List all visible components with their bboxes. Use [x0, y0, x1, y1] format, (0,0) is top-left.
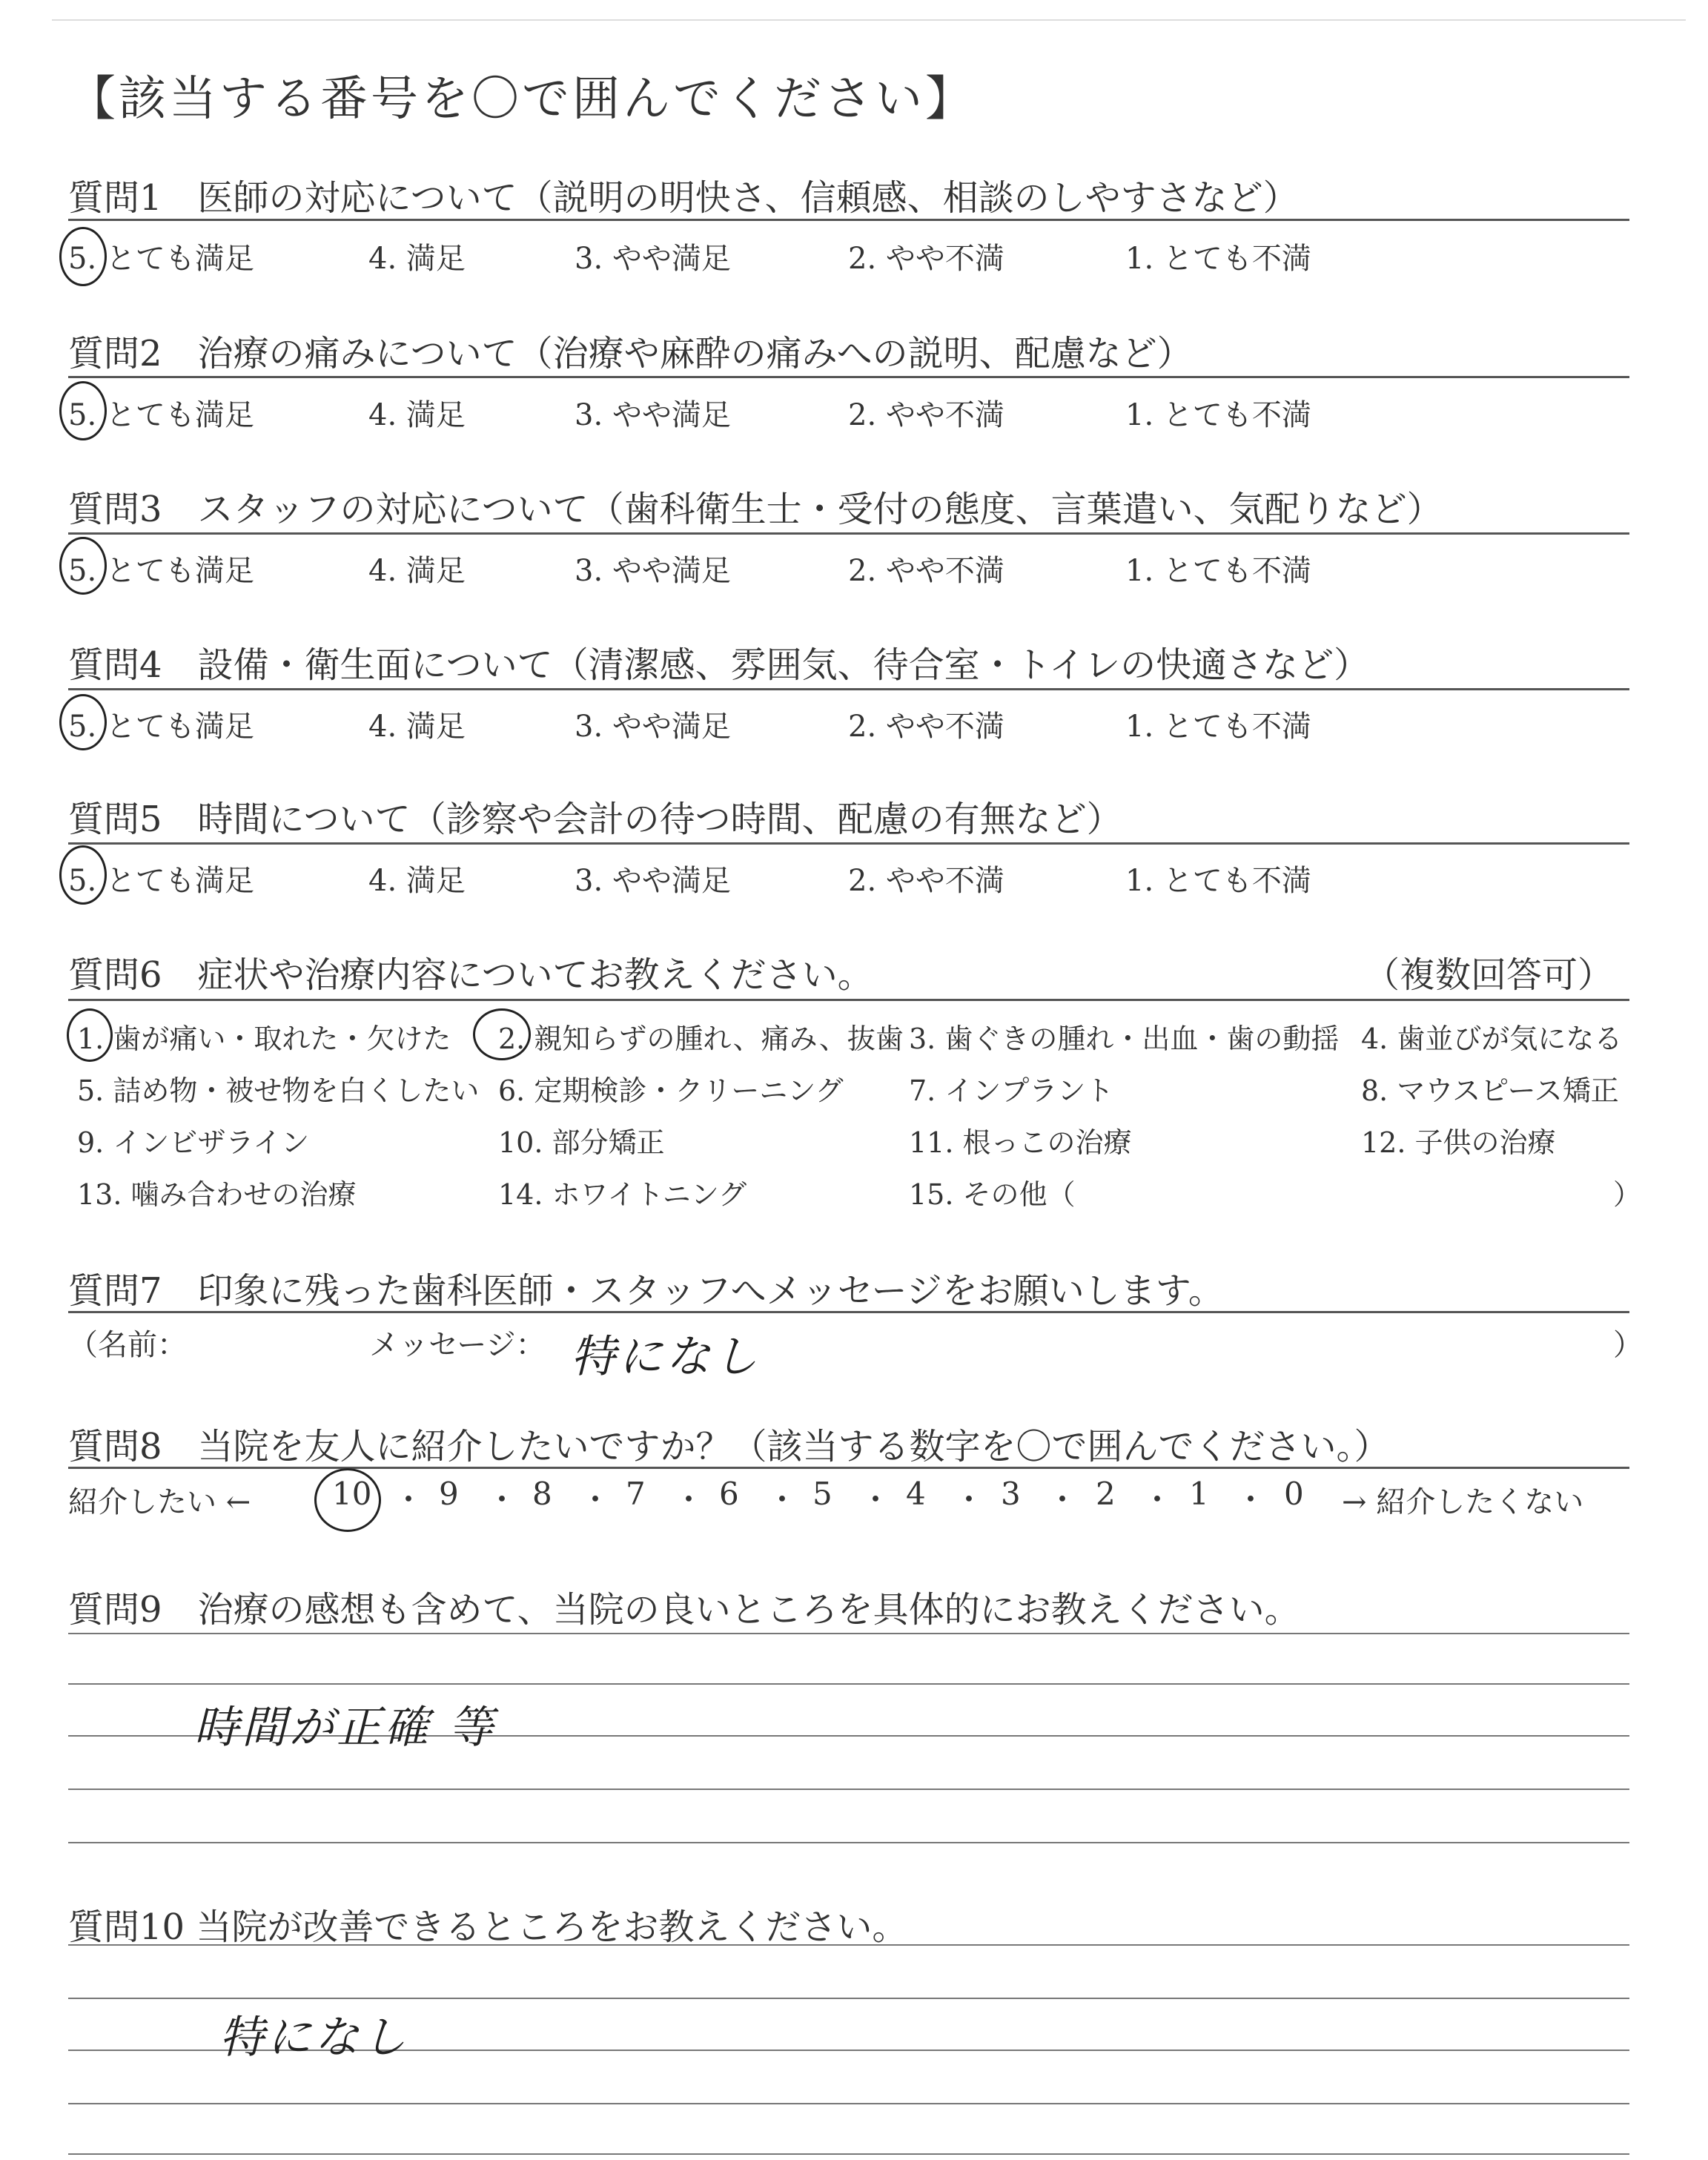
q8-right-label: → 紹介したくない: [1342, 1485, 1584, 1519]
q5-option-3[interactable]: 3. やや満足: [575, 864, 731, 898]
q1-option-5[interactable]: 5. とても満足: [68, 242, 254, 276]
question-10-title: 質問10 当院が改善できるところをお教えください。: [68, 1906, 908, 1948]
q2-option-4[interactable]: 4. 満足: [368, 398, 466, 432]
q6-option-12[interactable]: 12. 子供の治療: [1361, 1126, 1556, 1159]
q6-option-10[interactable]: 10. 部分矯正: [498, 1126, 665, 1159]
q7-name-label: （名前：: [68, 1328, 187, 1362]
q8-dot: ・: [486, 1482, 518, 1518]
question-7-rule: [68, 1311, 1629, 1313]
page-title: 【該当する番号を〇で囲んでください】: [68, 72, 976, 127]
q2-option-2[interactable]: 2. やや不満: [848, 398, 1004, 432]
q8-scale-4[interactable]: 4: [906, 1476, 926, 1512]
q8-scale-2[interactable]: 2: [1096, 1476, 1116, 1512]
q5-option-1[interactable]: 1. とても不満: [1125, 864, 1311, 898]
q5-selection-circle: [59, 845, 107, 905]
q8-dot: ・: [953, 1482, 985, 1518]
q8-scale-0[interactable]: 0: [1284, 1476, 1304, 1512]
q6-option-14[interactable]: 14. ホワイトニング: [498, 1178, 747, 1211]
q1-option-4[interactable]: 4. 満足: [368, 242, 466, 276]
q8-dot: ・: [393, 1482, 425, 1518]
q4-option-3[interactable]: 3. やや満足: [575, 710, 731, 744]
q7-message-label: メッセージ：: [369, 1328, 546, 1362]
question-1-title: 質問1 医師の対応について（説明の明快さ、信頼感、相談のしやすさなど）: [68, 177, 1299, 219]
question-4-title: 質問4 設備・衛生面について（清潔感、雰囲気、待合室・トイレの快適さなど）: [68, 644, 1370, 686]
q4-option-5[interactable]: 5. とても満足: [68, 710, 254, 744]
q8-scale-5[interactable]: 5: [812, 1476, 833, 1512]
question-2-rule: [68, 376, 1629, 378]
q8-dot: ・: [767, 1482, 798, 1518]
q8-dot: ・: [1047, 1482, 1079, 1518]
q3-option-3[interactable]: 3. やや満足: [575, 554, 731, 588]
q5-option-2[interactable]: 2. やや不満: [848, 864, 1004, 898]
q8-scale-9[interactable]: 9: [439, 1476, 459, 1512]
q1-selection-circle: [59, 227, 107, 286]
q8-scale-8[interactable]: 8: [532, 1476, 552, 1512]
q6-option-7[interactable]: 7. インプラント: [909, 1074, 1114, 1107]
question-4-rule: [68, 688, 1629, 690]
question-8-title: 質問8 当院を友人に紹介したいですか？（該当する数字を〇で囲んでください。）: [68, 1426, 1390, 1467]
q8-dot: ・: [860, 1482, 892, 1518]
q6-option-6[interactable]: 6. 定期検診・クリーニング: [498, 1074, 844, 1107]
question-6-title: 質問6 症状や治療内容についてお教えください。: [68, 954, 873, 996]
q8-dot: ・: [580, 1482, 612, 1518]
question-8-rule: [68, 1467, 1629, 1469]
q6-option-3[interactable]: 3. 歯ぐきの腫れ・出血・歯の動揺: [909, 1023, 1340, 1055]
q1-option-1[interactable]: 1. とても不満: [1125, 242, 1311, 276]
q8-selection-circle: [314, 1468, 381, 1532]
q6-other-close-paren: ）: [1613, 1178, 1642, 1211]
q3-option-2[interactable]: 2. やや不満: [848, 554, 1004, 588]
q9-writing-line-4: [68, 1789, 1629, 1790]
question-9-title: 質問9 治療の感想も含めて、当院の良いところを具体的にお教えください。: [68, 1589, 1300, 1631]
q6-option-11[interactable]: 11. 根っこの治療: [909, 1126, 1132, 1159]
question-1-rule: [68, 219, 1629, 221]
q8-dot: ・: [1235, 1482, 1267, 1518]
q3-option-5[interactable]: 5. とても満足: [68, 554, 254, 588]
question-6-rule: [68, 999, 1629, 1001]
q6-option-13[interactable]: 13. 噛み合わせの治療: [77, 1178, 357, 1211]
q1-option-2[interactable]: 2. やや不満: [848, 242, 1004, 276]
q5-option-5[interactable]: 5. とても満足: [68, 864, 254, 898]
q9-writing-line-5: [68, 1842, 1629, 1843]
question-5-title: 質問5 時間について（診察や会計の待つ時間、配慮の有無など）: [68, 799, 1122, 840]
q2-option-5[interactable]: 5. とても満足: [68, 398, 254, 432]
question-3-title: 質問3 スタッフの対応について（歯科衛生士・受付の態度、言葉遣い、気配りなど）: [68, 489, 1443, 530]
q8-scale-7[interactable]: 7: [626, 1476, 646, 1512]
question-5-rule: [68, 842, 1629, 845]
q8-scale-6[interactable]: 6: [719, 1476, 739, 1512]
q10-writing-line-1: [68, 1944, 1629, 1946]
q8-left-label: 紹介したい ←: [68, 1485, 251, 1519]
question-3-rule: [68, 532, 1629, 535]
q10-writing-line-5: [68, 2153, 1629, 2155]
q6-option-9[interactable]: 9. インビザライン: [77, 1126, 310, 1159]
q2-selection-circle: [59, 381, 107, 440]
q2-option-1[interactable]: 1. とても不満: [1125, 398, 1311, 432]
question-6-note: （複数回答可）: [1364, 954, 1614, 996]
q9-writing-line-2: [68, 1683, 1629, 1685]
q8-dot: ・: [673, 1482, 705, 1518]
q3-option-1[interactable]: 1. とても不満: [1125, 554, 1311, 588]
q3-selection-circle: [59, 537, 107, 595]
q3-option-4[interactable]: 4. 満足: [368, 554, 466, 588]
q6-option-2[interactable]: 2. 親知らずの腫れ、痛み、抜歯: [498, 1023, 904, 1055]
q2-option-3[interactable]: 3. やや満足: [575, 398, 731, 432]
q6-selection-circle-1: [67, 1008, 113, 1062]
q7-close-paren: ）: [1613, 1328, 1643, 1362]
q9-writing-line-1: [68, 1633, 1629, 1634]
q4-selection-circle: [59, 694, 107, 750]
q6-option-5[interactable]: 5. 詰め物・被せ物を白くしたい: [77, 1074, 480, 1107]
q6-option-1[interactable]: 1. 歯が痛い・取れた・欠けた: [77, 1023, 451, 1055]
question-7-title: 質問7 印象に残った歯科医師・スタッフへメッセージをお願いします。: [68, 1270, 1224, 1312]
question-2-title: 質問2 治療の痛みについて（治療や麻酔の痛みへの説明、配慮など）: [68, 333, 1193, 374]
q6-option-15[interactable]: 15. その他（: [909, 1178, 1076, 1211]
q4-option-1[interactable]: 1. とても不満: [1125, 710, 1311, 744]
q8-dot: ・: [1142, 1482, 1174, 1518]
q1-option-3[interactable]: 3. やや満足: [575, 242, 731, 276]
q9-handwritten-answer: 時間が正確 等: [194, 1702, 497, 1754]
q10-writing-line-2: [68, 1998, 1629, 1999]
q5-option-4[interactable]: 4. 満足: [368, 864, 466, 898]
top-border: [52, 19, 1686, 21]
q6-option-4[interactable]: 4. 歯並びが気になる: [1361, 1023, 1623, 1055]
q4-option-2[interactable]: 2. やや不満: [848, 710, 1004, 744]
q4-option-4[interactable]: 4. 満足: [368, 710, 466, 744]
q6-option-8[interactable]: 8. マウスピース矯正: [1361, 1074, 1619, 1107]
q8-scale-3[interactable]: 3: [1001, 1476, 1021, 1512]
q6-selection-circle-2: [473, 1008, 531, 1060]
q8-scale-10[interactable]: 10: [332, 1476, 372, 1512]
q8-scale-1[interactable]: 1: [1189, 1476, 1209, 1512]
q10-handwritten-answer: 特になし: [219, 2012, 409, 2064]
q7-handwritten-message: 特になし: [571, 1331, 761, 1383]
q10-writing-line-4: [68, 2103, 1629, 2104]
